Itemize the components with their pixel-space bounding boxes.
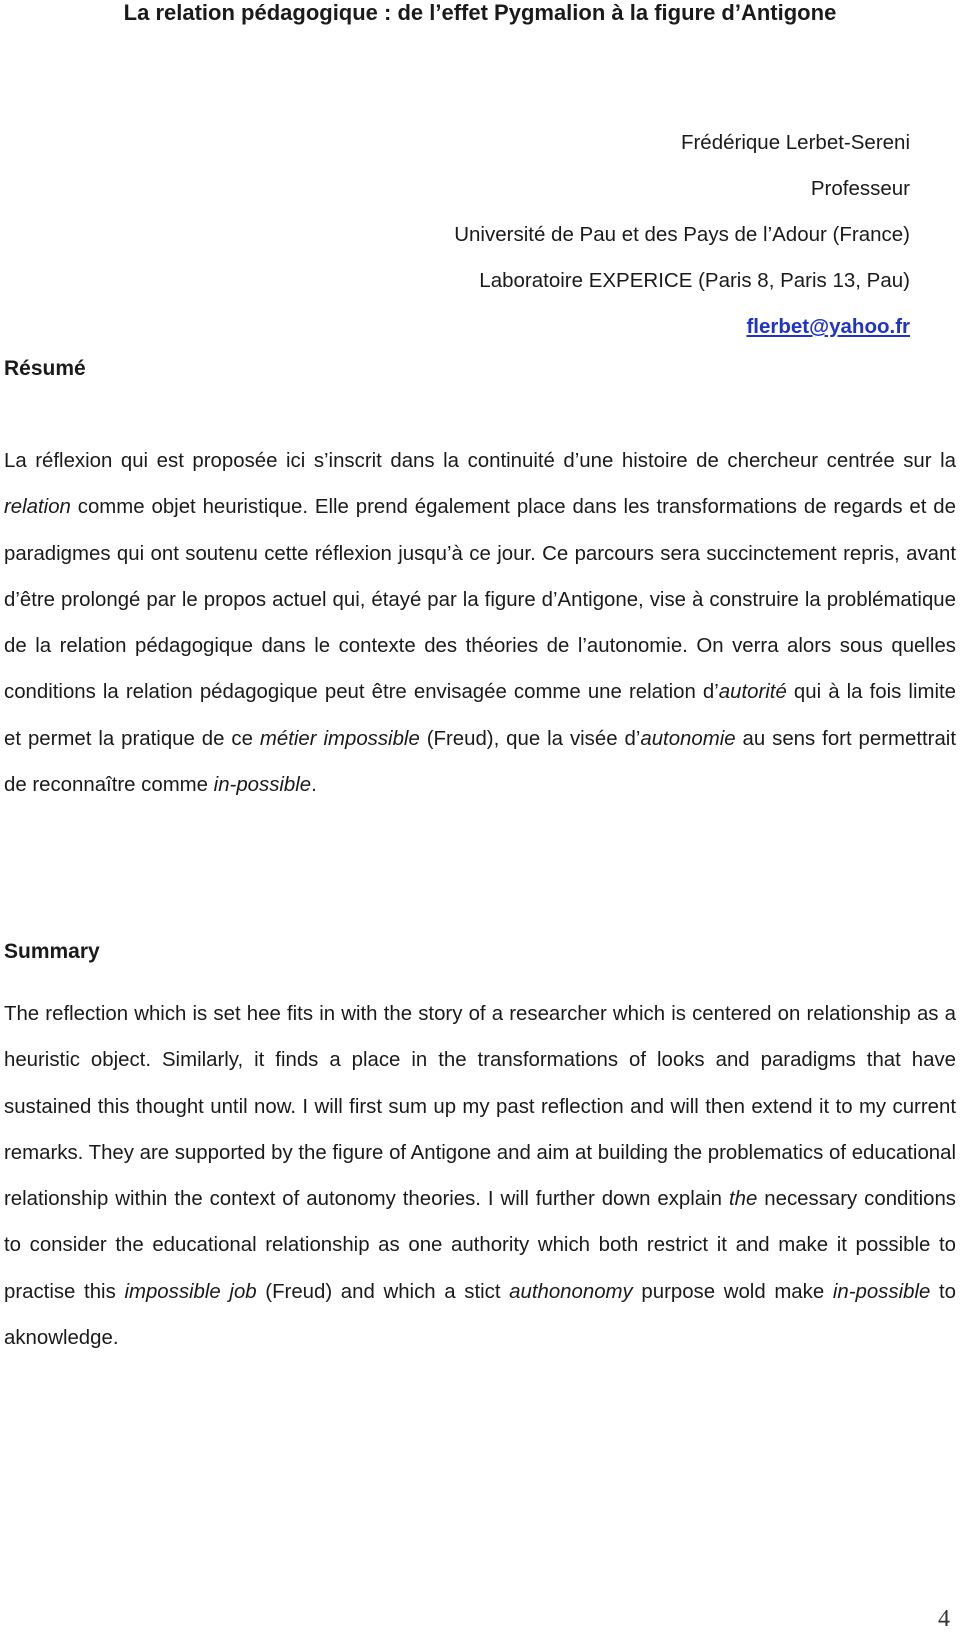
resume-emphasis: relation <box>4 496 71 519</box>
summary-text: to aknowledge. <box>4 1280 956 1350</box>
resume-text: . <box>311 774 317 797</box>
author-laboratory: Laboratoire EXPERICE (Paris 8, Paris 13, Pau) <box>479 269 910 292</box>
resume-emphasis: métier impossible <box>259 727 420 750</box>
resume-text: qui à la fois limite et permet la pratique de ce <box>4 681 956 750</box>
resume-heading: Résumé <box>4 357 86 380</box>
resume-emphasis: in-possible <box>213 774 312 797</box>
resume-emphasis: autorité <box>718 681 787 704</box>
summary-emphasis: authononomy <box>509 1280 633 1303</box>
document-title: La relation pédagogique : de l’effet Pygmalion à la figure d’Antigone <box>123 0 837 25</box>
summary-emphasis: impossible job <box>124 1280 257 1303</box>
resume-text: (Freud), que la visée d’ <box>419 727 641 750</box>
resume-text: au sens fort permettrait de reconnaître comme <box>4 727 957 797</box>
author-position: Professeur <box>810 177 910 200</box>
summary-heading: Summary <box>4 940 100 963</box>
summary-text: necessary conditions to consider the educational relationship as one authority which both restrict it and make it possible to practise this <box>4 1188 956 1303</box>
page-number: 4 <box>938 1606 950 1632</box>
resume-text: La réflexion qui est proposée ici s’inscrit dans la continuité d’une histoire de chercheur centrée sur la <box>4 450 956 472</box>
author-block <box>454 120 910 350</box>
author-name: Frédérique Lerbet-Sereni <box>680 131 910 154</box>
summary-text: The reflection which is set hee fits in with the story of a researcher which is centered on relationship as a heuristic object. Similarly, it finds a place in the transformations of looks and paradigms that have sustained this thought until now. I will first sum up my past reflection and will then extend it to my current remarks. They are supported by the figure of Antigone and aim at building the problematics of educational relationship within the context of autonomy theories. I will further down explain <box>4 1003 956 1211</box>
summary-paragraph <box>4 991 956 1361</box>
summary-emphasis: the <box>728 1188 758 1211</box>
author-email-link[interactable]: flerbet@yahoo.fr <box>746 315 910 338</box>
resume-emphasis: autonomie <box>640 727 736 750</box>
resume-text: comme objet heuristique. Elle prend également place dans les transformations de regards et de paradigmes qui ont soutenu cette réflexion jusqu’à ce jour. Ce parcours sera succinctement repris, avant d’être prolongé par le propos actuel qui, étayé par la figure d’Antigone, vise à construire la problématique de la relation pédagogique dans le contexte des théories de l’autonomie. On verra alors sous quelles conditions la relation pédagogique peut être envisagée comme une relation d’ <box>4 496 956 704</box>
author-university: Université de Pau et des Pays de l’Adour (France) <box>454 223 910 246</box>
resume-paragraph <box>4 438 956 808</box>
summary-text: (Freud) and which a stict <box>256 1280 510 1303</box>
summary-emphasis: in-possible <box>832 1280 931 1303</box>
summary-text: purpose wold make <box>632 1280 833 1303</box>
